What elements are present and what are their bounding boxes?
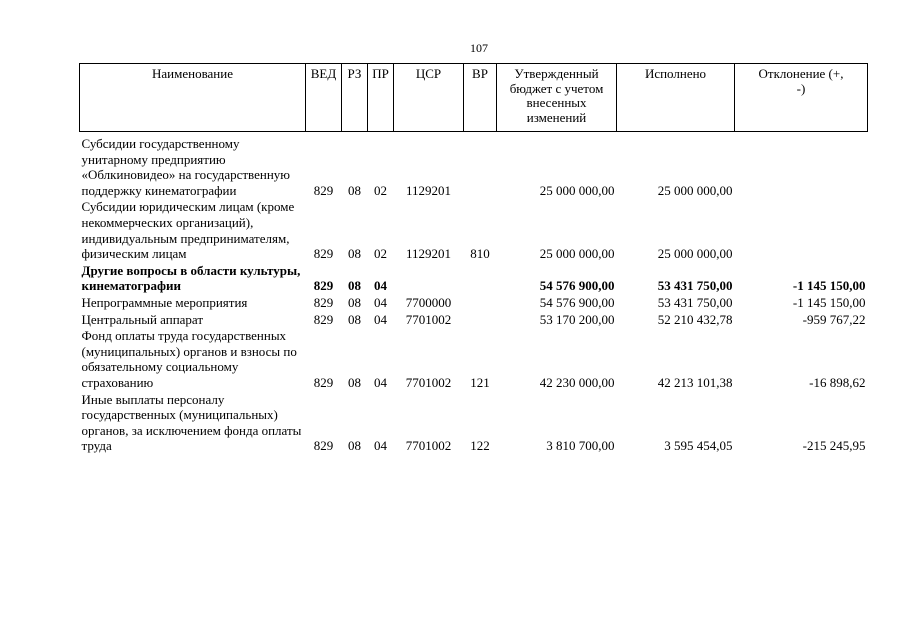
cell-approved: 42 230 000,00 — [539, 374, 615, 390]
cell-pr: 02 — [374, 182, 387, 198]
cell-name: Центральный аппарат — [81, 311, 204, 327]
cell-rz: 08 — [348, 246, 361, 262]
cell-vr: 122 — [470, 438, 490, 454]
cell-executed: 25 000 000,00 — [657, 182, 733, 198]
cell-name: Другие вопросы в области культуры, кинематографии — [81, 262, 301, 294]
cell-csr — [394, 263, 464, 295]
cell-ved: 829 — [313, 311, 334, 327]
cell-pr: 04 — [374, 374, 387, 390]
table-row — [80, 199, 868, 262]
cell-approved: 54 576 900,00 — [539, 294, 615, 310]
cell-csr: 1129201 — [405, 246, 452, 262]
cell-deviation: -1 145 150,00 — [792, 278, 866, 294]
cell-deviation: -959 767,22 — [802, 311, 866, 327]
cell-ved: 829 — [313, 294, 334, 310]
cell-executed: 53 431 750,00 — [657, 278, 733, 294]
cell-rz: 08 — [348, 182, 361, 198]
cell-rz: 08 — [348, 374, 361, 390]
cell-ved: 829 — [313, 246, 334, 262]
cell-deviation: -16 898,62 — [809, 374, 866, 390]
cell-deviation — [735, 132, 868, 200]
cell-rz: 08 — [348, 311, 361, 327]
header-vr: ВР — [464, 64, 497, 132]
cell-csr: 7701002 — [405, 374, 452, 390]
table-row — [80, 328, 868, 391]
table-row — [80, 295, 868, 312]
cell-executed: 25 000 000,00 — [657, 246, 733, 262]
cell-ved: 829 — [313, 278, 334, 294]
header-ved: ВЕД — [306, 64, 342, 132]
cell-pr: 04 — [374, 311, 387, 327]
cell-name: Непрограммные мероприятия — [81, 294, 248, 310]
header-name: Наименование — [80, 64, 306, 132]
cell-executed: 52 210 432,78 — [657, 311, 733, 327]
header-csr: ЦСР — [394, 64, 464, 132]
cell-vr — [464, 132, 497, 200]
header-approved: Утвержденный бюджет с учетом внесенных изменений — [497, 64, 617, 132]
table-row — [80, 312, 868, 329]
cell-approved: 3 810 700,00 — [546, 438, 615, 454]
budget-execution-table — [79, 63, 868, 455]
cell-vr: 121 — [470, 374, 490, 390]
cell-pr: 04 — [374, 294, 387, 310]
cell-csr: 7701002 — [405, 438, 452, 454]
cell-pr: 02 — [374, 246, 387, 262]
cell-vr — [464, 312, 497, 329]
cell-rz: 08 — [348, 278, 361, 294]
cell-executed: 53 431 750,00 — [657, 294, 733, 310]
cell-rz: 08 — [348, 294, 361, 310]
cell-approved: 25 000 000,00 — [539, 246, 615, 262]
cell-vr — [464, 295, 497, 312]
cell-pr: 04 — [374, 438, 387, 454]
cell-approved: 25 000 000,00 — [539, 182, 615, 198]
page-number: 107 — [470, 41, 488, 55]
cell-rz: 08 — [348, 438, 361, 454]
cell-deviation: -1 145 150,00 — [792, 294, 866, 310]
cell-ved: 829 — [313, 182, 334, 198]
cell-approved: 53 170 200,00 — [539, 311, 615, 327]
header-executed: Исполнено — [617, 64, 735, 132]
table-row — [80, 132, 868, 200]
cell-csr: 1129201 — [405, 182, 452, 198]
cell-vr — [464, 263, 497, 295]
cell-name: Иные выплаты персоналу государственных (муниципальных) органов, за исключением фонда оплаты труда — [81, 391, 302, 454]
header-rz: РЗ — [342, 64, 368, 132]
table-row — [80, 263, 868, 295]
cell-name: Субсидии юридическим лицам (кроме некоммерческих организаций), индивидуальным предпринимателям, физическим лицам — [81, 199, 295, 262]
cell-name: Субсидии государственному унитарному предприятию «Облкиновидео» на государственную поддержку кинематографии — [81, 136, 291, 198]
cell-approved: 54 576 900,00 — [539, 278, 615, 294]
table-header-row — [80, 64, 868, 132]
table-row — [80, 392, 868, 455]
cell-pr: 04 — [374, 278, 387, 294]
cell-name: Фонд оплаты труда государственных (муниципальных) органов и взносы по обязательному социальному страхованию — [81, 328, 297, 390]
cell-ved: 829 — [313, 374, 334, 390]
cell-ved: 829 — [313, 438, 334, 454]
cell-csr: 7701002 — [405, 311, 452, 327]
header-deviation: Отклонение (+, -) — [735, 64, 868, 132]
cell-deviation — [735, 199, 868, 262]
header-pr: ПР — [368, 64, 394, 132]
cell-deviation: -215 245,95 — [802, 438, 866, 454]
cell-csr: 7700000 — [405, 294, 452, 310]
cell-vr: 810 — [470, 246, 490, 262]
cell-executed: 3 595 454,05 — [664, 438, 733, 454]
cell-executed: 42 213 101,38 — [657, 374, 733, 390]
